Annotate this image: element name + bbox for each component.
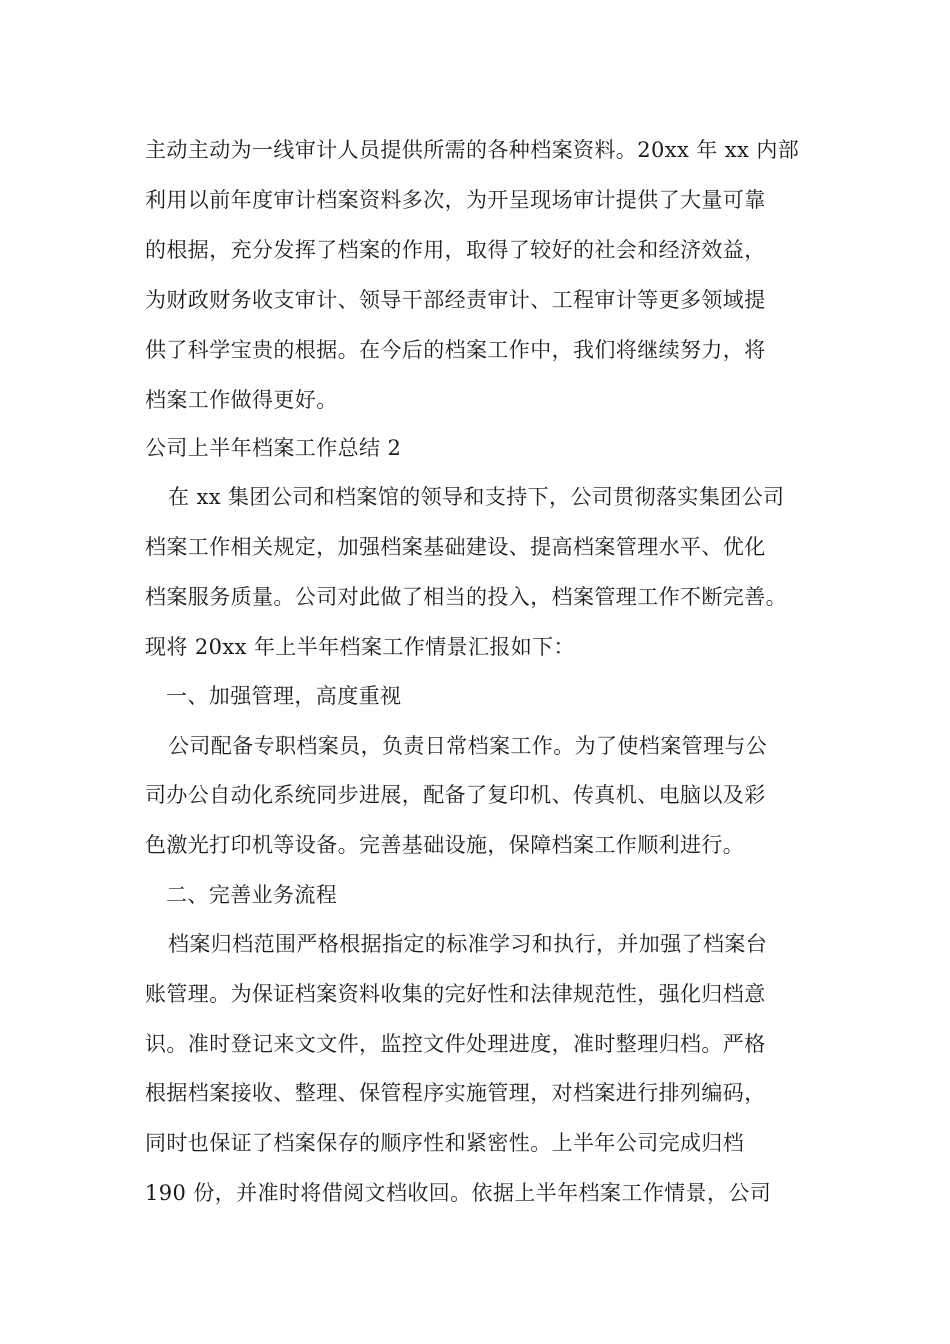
paragraph-line: 的根据，充分发挥了档案的作用，取得了较好的社会和经济效益， (145, 238, 766, 262)
paragraph-line: 190 份，并准时将借阅文档收回。依据上半年档案工作情景，公司 (145, 1181, 772, 1205)
paragraph-line: 账管理。为保证档案资料收集的完好性和法律规范性，强化归档意 (145, 982, 766, 1006)
paragraph-line: 同时也保证了档案保存的顺序性和紧密性。上半年公司完成归档 (145, 1131, 745, 1155)
paragraph-line: 识。准时登记来文文件，监控文件处理进度，准时整理归档。严格 (145, 1032, 766, 1056)
paragraph-line: 根据档案接收、整理、保管程序实施管理，对档案进行排列编码， (145, 1081, 766, 1105)
paragraph-line: 档案归档范围严格根据指定的标准学习和执行，并加强了档案台 (168, 932, 768, 956)
section-heading: 公司上半年档案工作总结 2 (145, 436, 402, 460)
paragraph-line: 主动主动为一线审计人员提供所需的各种档案资料。20xx 年 xx 内部 (145, 138, 800, 162)
subsection-heading: 二、完善业务流程 (166, 883, 338, 907)
paragraph-line: 档案服务质量。公司对此做了相当的投入，档案管理工作不断完善。 (145, 585, 787, 609)
paragraph-line: 公司配备专职档案员，负责日常档案工作。为了使档案管理与公 (168, 734, 768, 758)
paragraph-line: 供了科学宝贵的根据。在今后的档案工作中，我们将继续努力，将 (145, 338, 766, 362)
paragraph-line: 为财政财务收支审计、领导干部经责审计、工程审计等更多领域提 (145, 288, 766, 312)
paragraph-line: 档案工作相关规定，加强档案基础建设、提高档案管理水平、优化 (145, 535, 766, 559)
paragraph-line: 现将 20xx 年上半年档案工作情景汇报如下： (145, 635, 575, 659)
paragraph-line: 色激光打印机等设备。完善基础设施，保障档案工作顺利进行。 (145, 833, 745, 857)
paragraph-line: 档案工作做得更好。 (145, 388, 338, 412)
paragraph-line: 在 xx 集团公司和档案馆的领导和支持下，公司贯彻落实集团公司 (168, 485, 785, 509)
subsection-heading: 一、加强管理，高度重视 (166, 684, 402, 708)
paragraph-line: 利用以前年度审计档案资料多次，为开呈现场审计提供了大量可靠 (145, 188, 766, 212)
paragraph-line: 司办公自动化系统同步进展，配备了复印机、传真机、电脑以及彩 (145, 783, 766, 807)
